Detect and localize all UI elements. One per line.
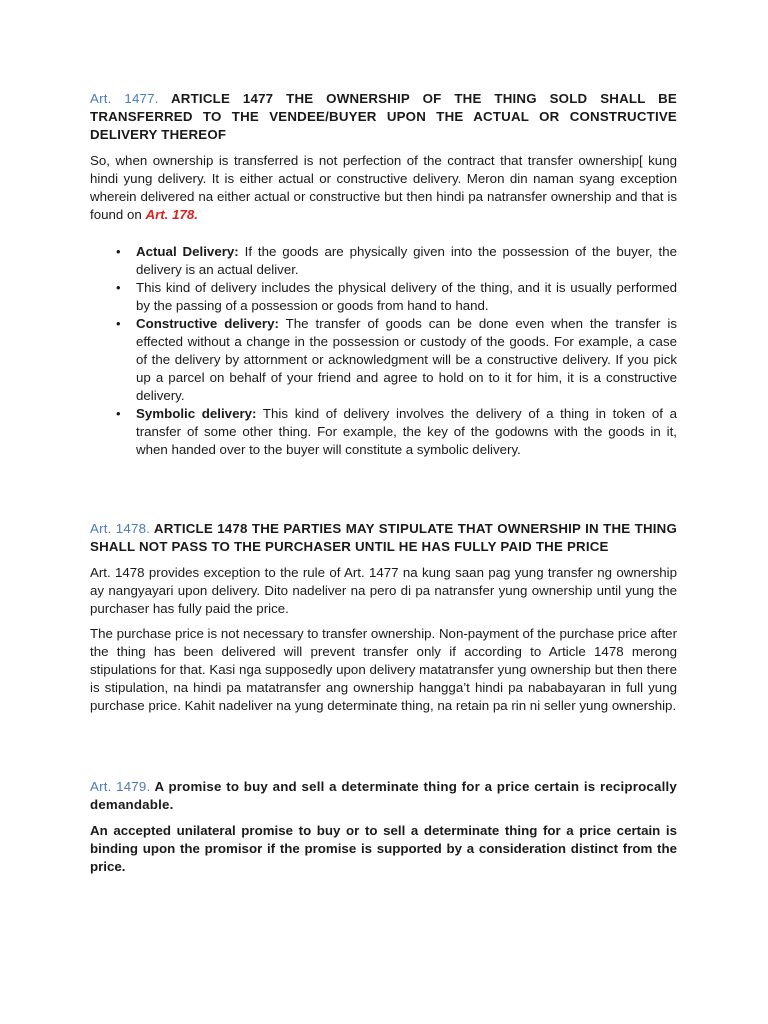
list-item-text: If the goods are physically given into the possession of the buyer, the delivery is an actual deliver.: [136, 244, 677, 277]
list-item-text: This kind of delivery includes the physical delivery of the thing, and it is usually performed by the passing of a possession or goods from hand to hand.: [136, 280, 677, 313]
article-1479-section: [90, 778, 677, 876]
article-1477-ref: Art. 1477.: [90, 91, 159, 106]
article-1479-heading: [90, 778, 677, 814]
article-1477-title: ARTICLE 1477 THE OWNERSHIP OF THE THING SOLD SHALL BE TRANSFERRED TO THE VENDEE/BUYER UPON THE ACTUAL OR CONSTRUCTIVE DELIVERY THEREOF: [90, 91, 678, 142]
article-1477-intro-text: So, when ownership is transferred is not perfection of the contract that transfer ownership[ kung hindi yung delivery. It is either actual or constructive delivery. Meron din naman syang exception wherein delivered na either actual or constructive but then hindi pa natransfer ownership and that is found on: [90, 153, 677, 222]
list-item: [116, 405, 677, 459]
section-spacer: [90, 722, 677, 778]
list-item: [116, 279, 677, 315]
delivery-types-list: [90, 243, 677, 459]
article-1477-heading: [90, 90, 677, 144]
article-178-ref: Art. 178.: [145, 207, 198, 222]
article-1478-section: [90, 520, 677, 715]
bullet-icon: •: [116, 244, 121, 259]
list-item: [116, 243, 677, 279]
article-1479-title: A promise to buy and sell a determinate thing for a price certain is reciprocally demandable.: [90, 779, 678, 812]
list-item-term: Symbolic delivery:: [136, 406, 257, 421]
bullet-icon: •: [116, 316, 121, 331]
article-1478-paragraph: Art. 1478 provides exception to the rule of Art. 1477 na kung saan pag yung transfer ng ownership ay nangyayari upon delivery. Dito nadeliver na pero di pa natransfer yung ownership until yung the purchaser has fully paid the price.: [90, 565, 677, 616]
bullet-icon: •: [116, 280, 121, 295]
section-spacer: [90, 459, 677, 520]
article-1477-section: [90, 90, 677, 459]
bullet-icon: •: [116, 406, 121, 421]
list-item: [116, 315, 677, 405]
article-1477-intro: [90, 152, 677, 224]
list-item-term: Actual Delivery:: [136, 244, 239, 259]
article-1479-paragraph: An accepted unilateral promise to buy or to sell a determinate thing for a price certain is binding upon the promisor if the promise is supported by a consideration distinct from the price.: [90, 823, 677, 874]
list-item-text: This kind of delivery involves the delivery of a thing in token of a transfer of some other thing. For example, the key of the godowns with the goods in it, when handed over to the buyer will constitute a symbolic delivery.: [136, 406, 677, 457]
article-1478-ref: Art. 1478.: [90, 521, 151, 536]
article-1479-ref: Art. 1479.: [90, 779, 151, 794]
list-item-text: The transfer of goods can be done even when the transfer is effected without a change in the possession or custody of the goods. For example, a case of the delivery by attornment or acknowledgment will be a constructive delivery. If you pick up a parcel on behalf of your friend and agree to hold on to it for him, it is a constructive delivery.: [136, 316, 677, 403]
article-1478-paragraph: The purchase price is not necessary to transfer ownership. Non-payment of the purchase price after the thing has been delivered will prevent transfer only if according to Article 1478 merong stipulations for that. Kasi nga supposedly upon delivery matatransfer yung ownership but then there is stipulation, na hindi pa matatransfer ang ownership hangga’t hindi pa nababayaran in full yung purchase price. Kahit nadeliver na yung determinate thing, na retain pa rin ni seller yung ownership.: [90, 626, 677, 713]
list-item-term: Constructive delivery:: [136, 316, 279, 331]
article-1478-heading: [90, 520, 677, 556]
article-1478-title: ARTICLE 1478 THE PARTIES MAY STIPULATE THAT OWNERSHIP IN THE THING SHALL NOT PASS TO THE PURCHASER UNTIL HE HAS FULLY PAID THE PRICE: [90, 521, 678, 554]
